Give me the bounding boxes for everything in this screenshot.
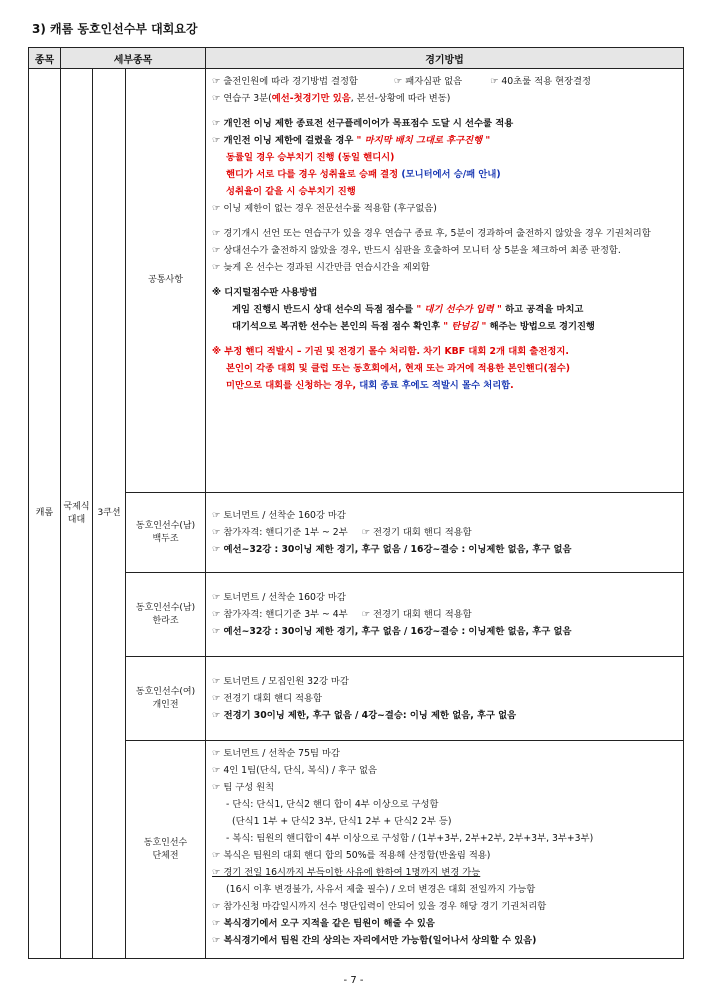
text: " 탄넘김 " — [443, 321, 487, 332]
men-b-line-2 — [212, 606, 677, 623]
common-line-1 — [212, 73, 677, 90]
women-line-1: ☞ 토너먼트 / 모집인원 32강 마감 — [212, 676, 349, 687]
men-a-line-1: ☞ 토너먼트 / 선착순 160강 마감 — [212, 510, 346, 521]
text: ☞ 전경기 대회 핸디 적용함 — [361, 527, 472, 538]
team-line-5: (단식1 1부 + 단식2 3부, 단식1 2부 + 단식2 2부 등) — [232, 816, 452, 827]
text: ☞ 연습구 3분( — [212, 93, 272, 104]
text: 게임 진행시 반드시 상대 선수의 득점 점수를 — [232, 304, 417, 315]
text: ☞ 참가자격: 핸디기준 1부 ~ 2부 — [212, 527, 348, 538]
text: 동호인선수(남) — [135, 603, 196, 614]
row-men-a — [29, 493, 684, 573]
team-line-2: ☞ 4인 1팀(단식, 단식, 복식) / 후구 없음 — [212, 765, 377, 776]
team-line-12: ☞ 복식경기에서 팀원 간의 상의는 자리에서만 가능함(일어나서 상의할 수 있음) — [212, 935, 537, 946]
header-detail: 세부종목 — [61, 48, 206, 69]
men-a-line-2 — [212, 524, 677, 541]
team-line-9: (16시 이후 변경불가, 사유서 제출 필수) / 오더 변경은 대회 전일까지 가능함 — [226, 884, 536, 895]
page-number: - 7 - — [343, 975, 364, 986]
text: " 대기 선수가 입력 " — [416, 304, 502, 315]
team-line-8: ☞ 경기 전일 16시까지 부득이한 사유에 한하여 1명까지 변경 가능 — [212, 867, 481, 878]
team-line-11: ☞ 복식경기에서 오구 지적을 같은 팀원이 해줄 수 있음 — [212, 918, 435, 929]
text: 동호인선수 — [143, 838, 188, 849]
team-line-7: ☞ 복식은 팀원의 대회 핸디 합의 50%를 적용해 산정함(반올림 적용) — [212, 850, 491, 861]
text: ☞ 참가자격: 핸디기준 3부 ~ 4부 — [212, 609, 348, 620]
women-title — [126, 657, 206, 741]
team-line-10: ☞ 참가신청 마감일시까지 선수 명단입력이 안되어 있을 경우 해당 경기 기권처리함 — [212, 901, 547, 912]
team-line-6: - 복식: 팀원의 핸디합이 4부 이상으로 구성함 / (1부+3부, 2부+2부, 2부+3부, 3부+3부) — [226, 833, 594, 844]
team-line-3: ☞ 팀 구성 원칙 — [212, 782, 275, 793]
common-line-11: ☞ 늦게 온 선수는 경과된 시간만큼 연습시간을 제외함 — [212, 262, 430, 273]
common-line-9: ☞ 경기개시 선언 또는 연습구가 있을 경우 연습구 종료 후, 5분이 경과하여 출전하지 않았을 경우 기권처리함 — [212, 228, 651, 239]
team-title — [126, 741, 206, 959]
common-title: 공통사항 — [126, 69, 206, 493]
common-line-10: ☞ 상대선수가 출전하지 않았을 경우, 반드시 심판을 호출하여 모니터 상 5분을 체크하여 최종 판정함. — [212, 245, 621, 256]
text: , 본선-상황에 따라 변동) — [350, 93, 451, 104]
women-line-3: ☞ 전경기 30이닝 제한, 후구 없음 / 4강~결승: 이닝 제한 없음, 후구 없음 — [212, 710, 517, 721]
team-method — [206, 741, 684, 959]
text: 미만으로 대회를 신청하는 경우, — [226, 380, 360, 391]
common-line-13 — [212, 301, 677, 318]
text: 예선-첫경기만 있음 — [271, 93, 351, 104]
row-team — [29, 741, 684, 959]
section-title: 3) 캐롬 동호인선수부 대회요강 — [32, 22, 198, 36]
common-line-4 — [212, 132, 677, 149]
common-line-3: ☞ 개인전 이닝 제한 종료전 선구플레이어가 목표점수 도달 시 선수룰 적용 — [212, 118, 514, 129]
team-line-1: ☞ 토너먼트 / 선착순 75팀 마감 — [212, 748, 340, 759]
row-men-b — [29, 573, 684, 657]
men-a-line-3: ☞ 예선~32강 : 30이닝 제한 경기, 후구 없음 / 16강~결승 : 이닝제한 없음, 후구 없음 — [212, 544, 572, 555]
rules-table — [28, 47, 684, 959]
text: ☞ 40초룰 적용 현장결정 — [490, 76, 591, 87]
women-line-2: ☞ 전경기 대회 핸디 적용함 — [212, 693, 322, 704]
team-line-4: - 단식: 단식1, 단식2 핸디 합이 4부 이상으로 구성함 — [226, 799, 439, 810]
men-b-line-3: ☞ 예선~32강 : 30이닝 제한 경기, 후구 없음 / 16강~결승 : 이닝제한 없음, 후구 없음 — [212, 626, 572, 637]
cushion-cell: 3쿠션 — [93, 69, 126, 959]
text: (모니터에서 승/패 안내) — [401, 169, 501, 180]
text: ☞ 개인전 이닝 제한에 걸렸을 경우 — [212, 135, 357, 146]
text: 해주는 방법으로 경기진행 — [486, 321, 595, 332]
subtype-cell: 국제식 대대 — [61, 69, 93, 959]
common-line-8: ☞ 이닝 제한이 없는 경우 전문선수룰 적용함 (후구없음) — [212, 203, 437, 214]
men-a-method — [206, 493, 684, 573]
event-cell: 캐롬 — [29, 69, 61, 959]
common-line-5: 동률일 경우 승부치기 진행 (동일 핸디시) — [226, 152, 395, 163]
men-b-title — [126, 573, 206, 657]
men-b-line-1: ☞ 토너먼트 / 선착순 160강 마감 — [212, 592, 346, 603]
common-method — [206, 69, 684, 493]
women-method — [206, 657, 684, 741]
common-line-6 — [212, 166, 677, 183]
row-common — [29, 69, 684, 493]
text: 대회 종료 후에도 적발시 몰수 처리함 — [359, 380, 511, 391]
common-line-2 — [212, 90, 677, 107]
men-a-title — [126, 493, 206, 573]
text: 한라조 — [152, 615, 179, 626]
text: 개인전 — [152, 699, 179, 710]
common-line-16: 본인이 각종 대회 및 클럽 또는 동호회에서, 현재 또는 과거에 적용한 본인핸디(점수) — [226, 363, 571, 374]
text: ☞ 패자심판 없음 — [393, 76, 463, 87]
row-women — [29, 657, 684, 741]
text: . — [510, 380, 514, 391]
common-line-7: 성취율이 같을 시 승부치기 진행 — [226, 186, 356, 197]
text: 동호인선수(남) — [135, 521, 196, 532]
common-line-12: ※ 디지털점수판 사용방법 — [212, 287, 318, 298]
common-line-17 — [212, 377, 677, 394]
common-line-15: ※ 부정 핸디 적발시 – 기권 및 전경기 몰수 처리함. 차기 KBF 대회 2개 대회 출전정지. — [212, 346, 569, 357]
text: 백두조 — [152, 533, 179, 544]
text: ☞ 전경기 대회 핸디 적용함 — [361, 609, 472, 620]
text: 핸디가 서로 다를 경우 성취율로 승패 결정 — [226, 169, 402, 180]
text: 대기석으로 복귀한 선수는 본인의 득점 점수 확인후 — [232, 321, 444, 332]
text: " 마지막 배치 그대로 후구진행 " — [356, 135, 491, 146]
header-method: 경기방법 — [206, 48, 684, 69]
text: 동호인선수(여) — [135, 687, 196, 698]
text: 단체전 — [152, 850, 179, 861]
common-line-14 — [212, 318, 677, 335]
text: ☞ 출전인원에 따라 경기방법 결정함 — [212, 76, 358, 87]
text: 하고 공격을 마치고 — [501, 304, 584, 315]
men-b-method — [206, 573, 684, 657]
table-header-row — [29, 48, 684, 69]
header-event: 종목 — [29, 48, 61, 69]
